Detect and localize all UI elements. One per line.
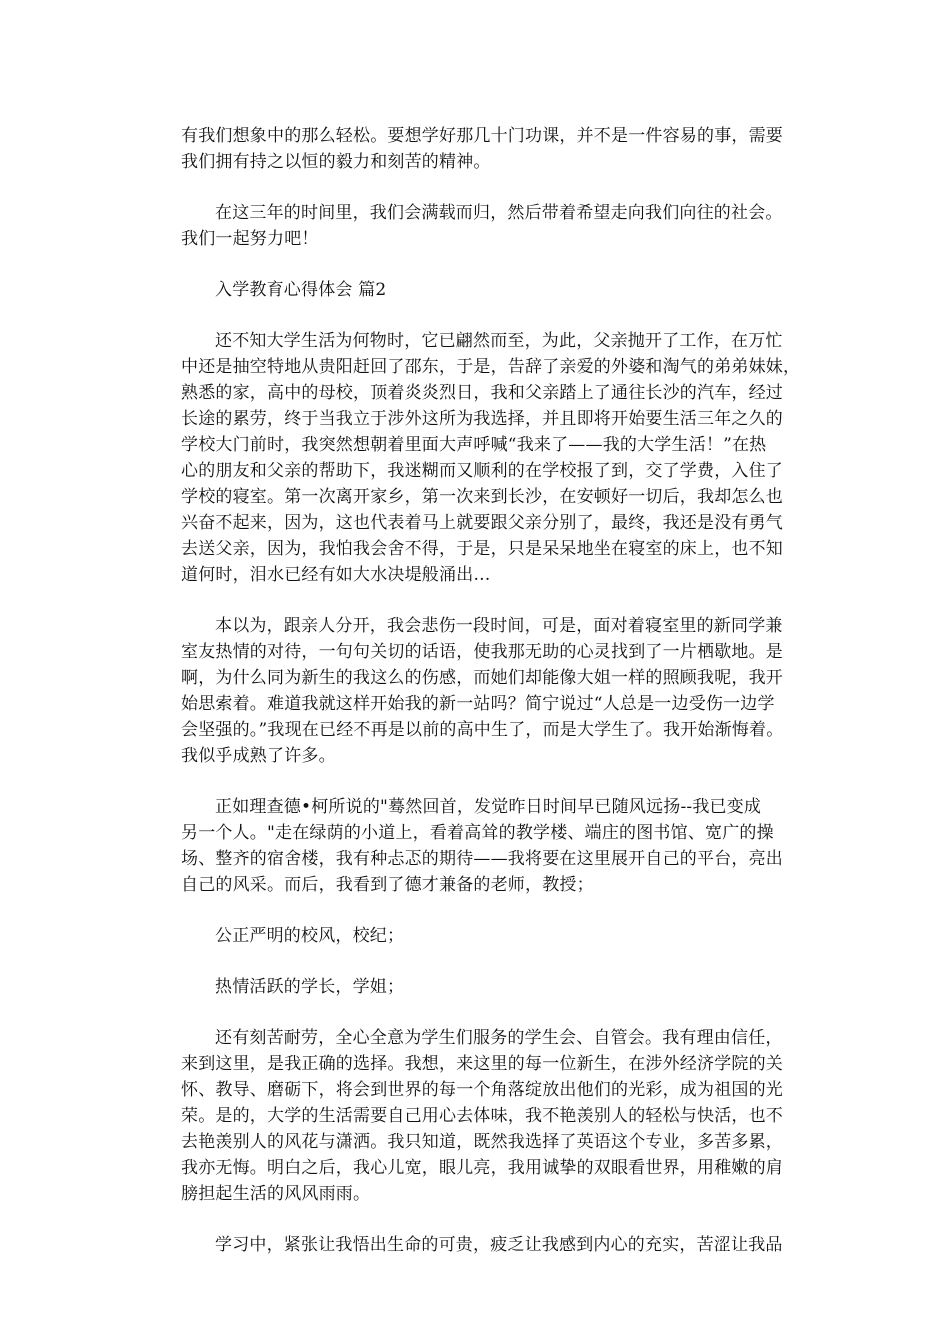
- text-line: 本以为，跟亲人分开，我会悲伤一段时间，可是，面对着寝室里的新同学兼: [215, 616, 783, 636]
- text-line: 自己的风采。而后，我看到了德才兼备的老师，教授；: [181, 875, 594, 895]
- text-line: 我们拥有持之以恒的毅力和刻苦的精神。: [181, 152, 491, 172]
- text-line: 始思索着。难道我就这样开始我的新一站吗？简宁说过“人总是一边受伤一边学: [181, 694, 775, 714]
- text-line: 室友热情的对待，一句句关切的话语，使我那无助的心灵找到了一片栖歇地。是: [181, 642, 783, 662]
- text-line: 熟悉的家，高中的母校，顶着炎炎烈日，我和父亲踏上了通往长沙的汽车，经过: [181, 383, 783, 403]
- text-line: 膀担起生活的风风雨雨。: [181, 1184, 371, 1204]
- text-line: 来到这里，是我正确的选择。我想，来这里的每一位新生，在涉外经济学院的关: [181, 1054, 783, 1074]
- text-line: 我亦无悔。明白之后，我心儿宽，眼儿亮，我用诚挚的双眼看世界，用稚嫩的肩: [181, 1158, 783, 1178]
- text-line: 学习中，紧张让我悟出生命的可贵，疲乏让我感到内心的充实，苦涩让我品: [215, 1235, 783, 1255]
- text-line: 怀、教导、磨砺下，将会到世界的每一个角落绽放出他们的光彩，成为祖国的光: [181, 1080, 783, 1100]
- text-line: 荣。是的，大学的生活需要自己用心去体味，我不艳羡别人的轻松与快活，也不: [181, 1106, 783, 1126]
- text-line: 啊，为什么同为新生的我这么的伤感，而她们却能像大姐一样的照顾我呢，我开: [181, 668, 783, 688]
- text-line: 还不知大学生活为何物时，它已翩然而至，为此，父亲抛开了工作，在万忙: [215, 331, 783, 351]
- section-heading: 入学教育心得体会 篇2: [215, 280, 387, 300]
- text-line: 去艳羡别人的风花与潇洒。我只知道，既然我选择了英语这个专业，多苦多累，: [181, 1132, 783, 1152]
- text-line: 学校大门前时，我突然想朝着里面大声呼喊“我来了——我的大学生活！”在热: [181, 435, 767, 455]
- text-line: 热情活跃的学长，学姐；: [215, 977, 405, 997]
- text-line: 还有刻苦耐劳，全心全意为学生们服务的学生会、自管会。我有理由信任，: [215, 1028, 783, 1048]
- text-line: 兴奋不起来，因为，这也代表着马上就要跟父亲分别了，最终，我还是没有勇气: [181, 513, 783, 533]
- text-line: 去送父亲，因为，我怕我会舍不得，于是，只是呆呆地坐在寝室的床上，也不知: [181, 539, 783, 559]
- text-line: 在这三年的时间里，我们会满载而归，然后带着希望走向我们向往的社会。: [215, 203, 783, 223]
- text-line: 公正严明的校风，校纪；: [215, 926, 405, 946]
- text-line: 长途的累劳，终于当我立于涉外这所为我选择，并且即将开始要生活三年之久的: [181, 409, 783, 429]
- text-line: 正如理查德•柯所说的"蓦然回首，发觉昨日时间早已随风远扬--我已变成: [215, 797, 762, 817]
- text-line: 我们一起努力吧！: [181, 229, 319, 249]
- text-line: 另一个人。"走在绿荫的小道上，看着高耸的教学楼、端庄的图书馆、宽广的操: [181, 823, 774, 843]
- text-line: 道何时，泪水已经有如大水决堤般涌出…: [181, 565, 491, 585]
- text-line: 我似乎成熟了许多。: [181, 746, 336, 766]
- text-line: 会坚强的。”我现在已经不再是以前的高中生了，而是大学生了。我开始渐悔着。: [181, 720, 784, 740]
- text-line: 学校的寝室。第一次离开家乡，第一次来到长沙，在安顿好一切后，我却怎么也: [181, 487, 783, 507]
- text-line: 中还是抽空特地从贵阳赶回了邵东，于是，告辞了亲爱的外婆和淘气的弟弟妹妹，: [181, 357, 801, 377]
- text-line: 场、整齐的宿舍楼，我有种忐忑的期待——我将要在这里展开自己的平台，亮出: [181, 849, 783, 869]
- text-line: 有我们想象中的那么轻松。要想学好那几十门功课，并不是一件容易的事，需要: [181, 126, 783, 146]
- text-line: 心的朋友和父亲的帮助下，我迷糊而又顺利的在学校报了到，交了学费，入住了: [181, 461, 783, 481]
